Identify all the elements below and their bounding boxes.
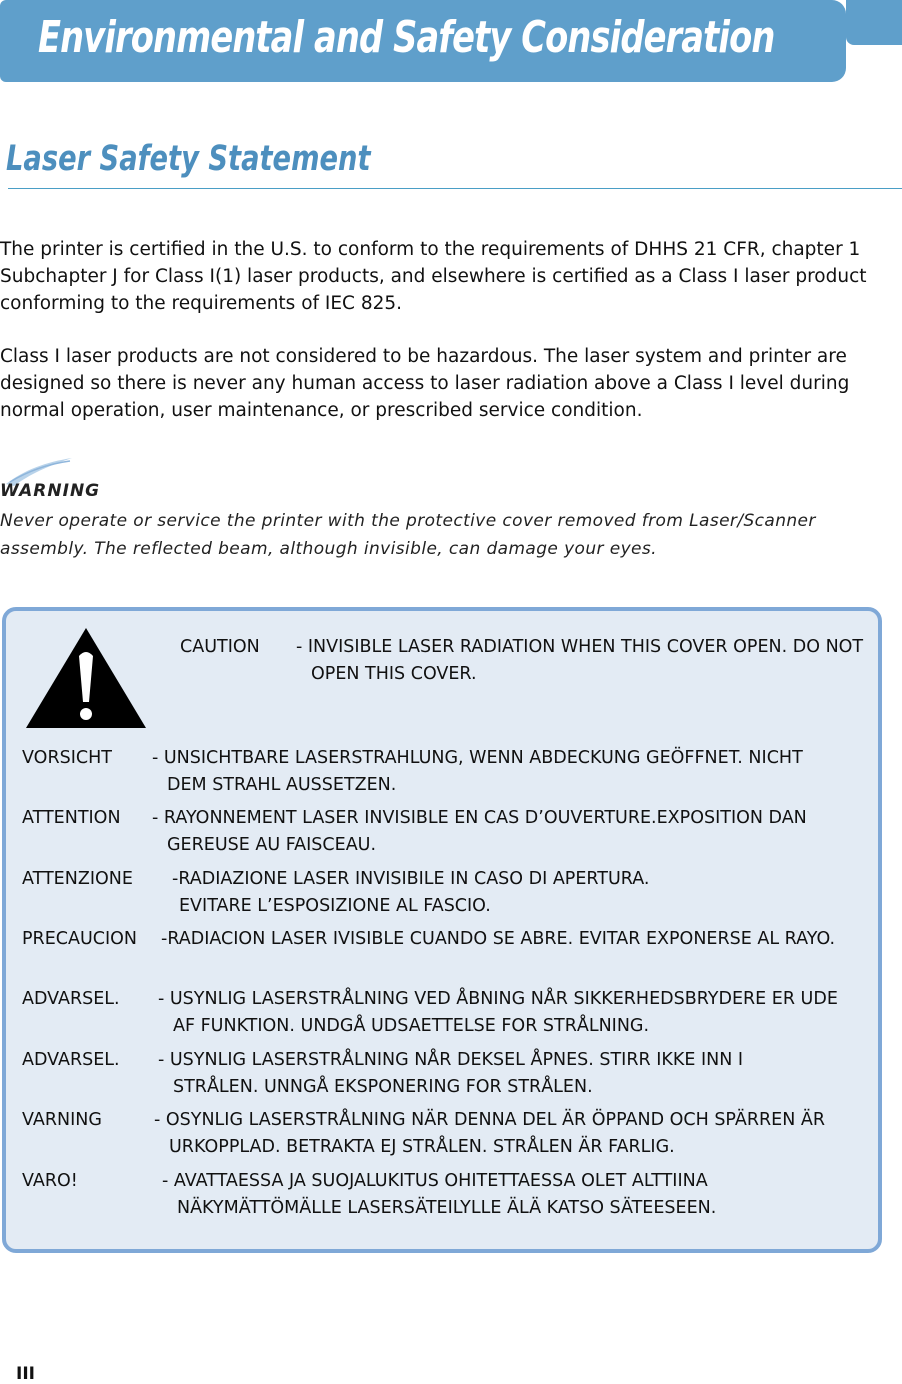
row-language-label: PRECAUCION bbox=[22, 929, 138, 949]
row-message: - AVATTAESSA JA SUOJALUKITUS OHITETTAESSA OLET ALTTIINA NÄKYMÄTTÖMÄLLE LASERSÄTEILYLLE ÄLÄ KATSO SÄTEESEEN. bbox=[162, 1171, 717, 1218]
row-language-label: VARO! bbox=[22, 1171, 78, 1191]
row-language-label: ADVARSEL. bbox=[22, 989, 120, 1009]
row-language-label: ATTENZIONE bbox=[22, 869, 133, 889]
row-language-label: VORSICHT bbox=[22, 748, 112, 768]
section-divider bbox=[8, 188, 902, 189]
row-message: - USYNLIG LASERSTRÅLNING VED ÅBNING NÅR SIKKERHEDSBRYDERE ER UDE AF FUNKTION. UNDGÅ UDSAETTELSE FOR STRÅLNING. bbox=[158, 989, 838, 1036]
row-message: - OSYNLIG LASERSTRÅLNING NÄR DENNA DEL ÄR ÖPPAND OCH SPÄRREN ÄR URKOPPLAD. BETRAKTA EJ STRÅLEN. STRÅLEN ÄR FARLIG. bbox=[154, 1110, 825, 1157]
intro-paragraph-2: Class I laser products are not considered to be hazardous. The laser system and printer are designed so there is never any human access to laser radiation above a Class I level during normal operation, user maintenance, or prescribed service condition. bbox=[0, 346, 850, 421]
row-message: - RAYONNEMENT LASER INVISIBLE EN CAS D’OUVERTURE.EXPOSITION DAN GEREUSE AU FAISCEAU. bbox=[152, 808, 807, 855]
warning-triangle-icon bbox=[24, 626, 148, 730]
header-tab bbox=[846, 0, 902, 45]
row-language-label: ADVARSEL. bbox=[22, 1050, 120, 1070]
row-message: - USYNLIG LASERSTRÅLNING NÅR DEKSEL ÅPNES. STIRR IKKE INN I STRÅLEN. UNNGÅ EKSPONERING FOR STRÅLEN. bbox=[158, 1050, 744, 1097]
row-language-label: VARNING bbox=[22, 1110, 102, 1130]
caution-label: CAUTION bbox=[180, 637, 260, 657]
section-title: Laser Safety Statement bbox=[6, 139, 371, 179]
row-message: - UNSICHTBARE LASERSTRAHLUNG, WENN ABDECKUNG GEÖFFNET. NICHT DEM STRAHL AUSSETZEN. bbox=[152, 748, 803, 795]
caution-text bbox=[296, 634, 866, 688]
row-message: -RADIACION LASER IVISIBLE CUANDO SE ABRE. EVITAR EXPONERSE AL RAYO. bbox=[161, 929, 836, 949]
warning-text: Never operate or service the printer with the protective cover removed from Laser/Scanner assembly. The reflected beam, although invisible, can damage your eyes. bbox=[0, 511, 816, 559]
intro-paragraph-1: The printer is certified in the U.S. to conform to the requirements of DHHS 21 CFR, chapter 1 Subchapter J for Class I(1) laser products, and elsewhere is certified as a Class I laser product conforming to the requirements of IEC 825. bbox=[0, 239, 867, 314]
page-title: Environmental and Safety Consideration bbox=[38, 12, 775, 63]
warning-label: WARNING bbox=[0, 481, 101, 501]
row-language-label: ATTENTION bbox=[22, 808, 121, 828]
page-number: III bbox=[16, 1364, 35, 1384]
caution-message: - INVISIBLE LASER RADIATION WHEN THIS COVER OPEN. DO NOT OPEN THIS COVER. bbox=[296, 637, 864, 684]
row-message: -RADIAZIONE LASER INVISIBILE IN CASO DI APERTURA. EVITARE L’ESPOSIZIONE AL FASCIO. bbox=[172, 869, 650, 916]
